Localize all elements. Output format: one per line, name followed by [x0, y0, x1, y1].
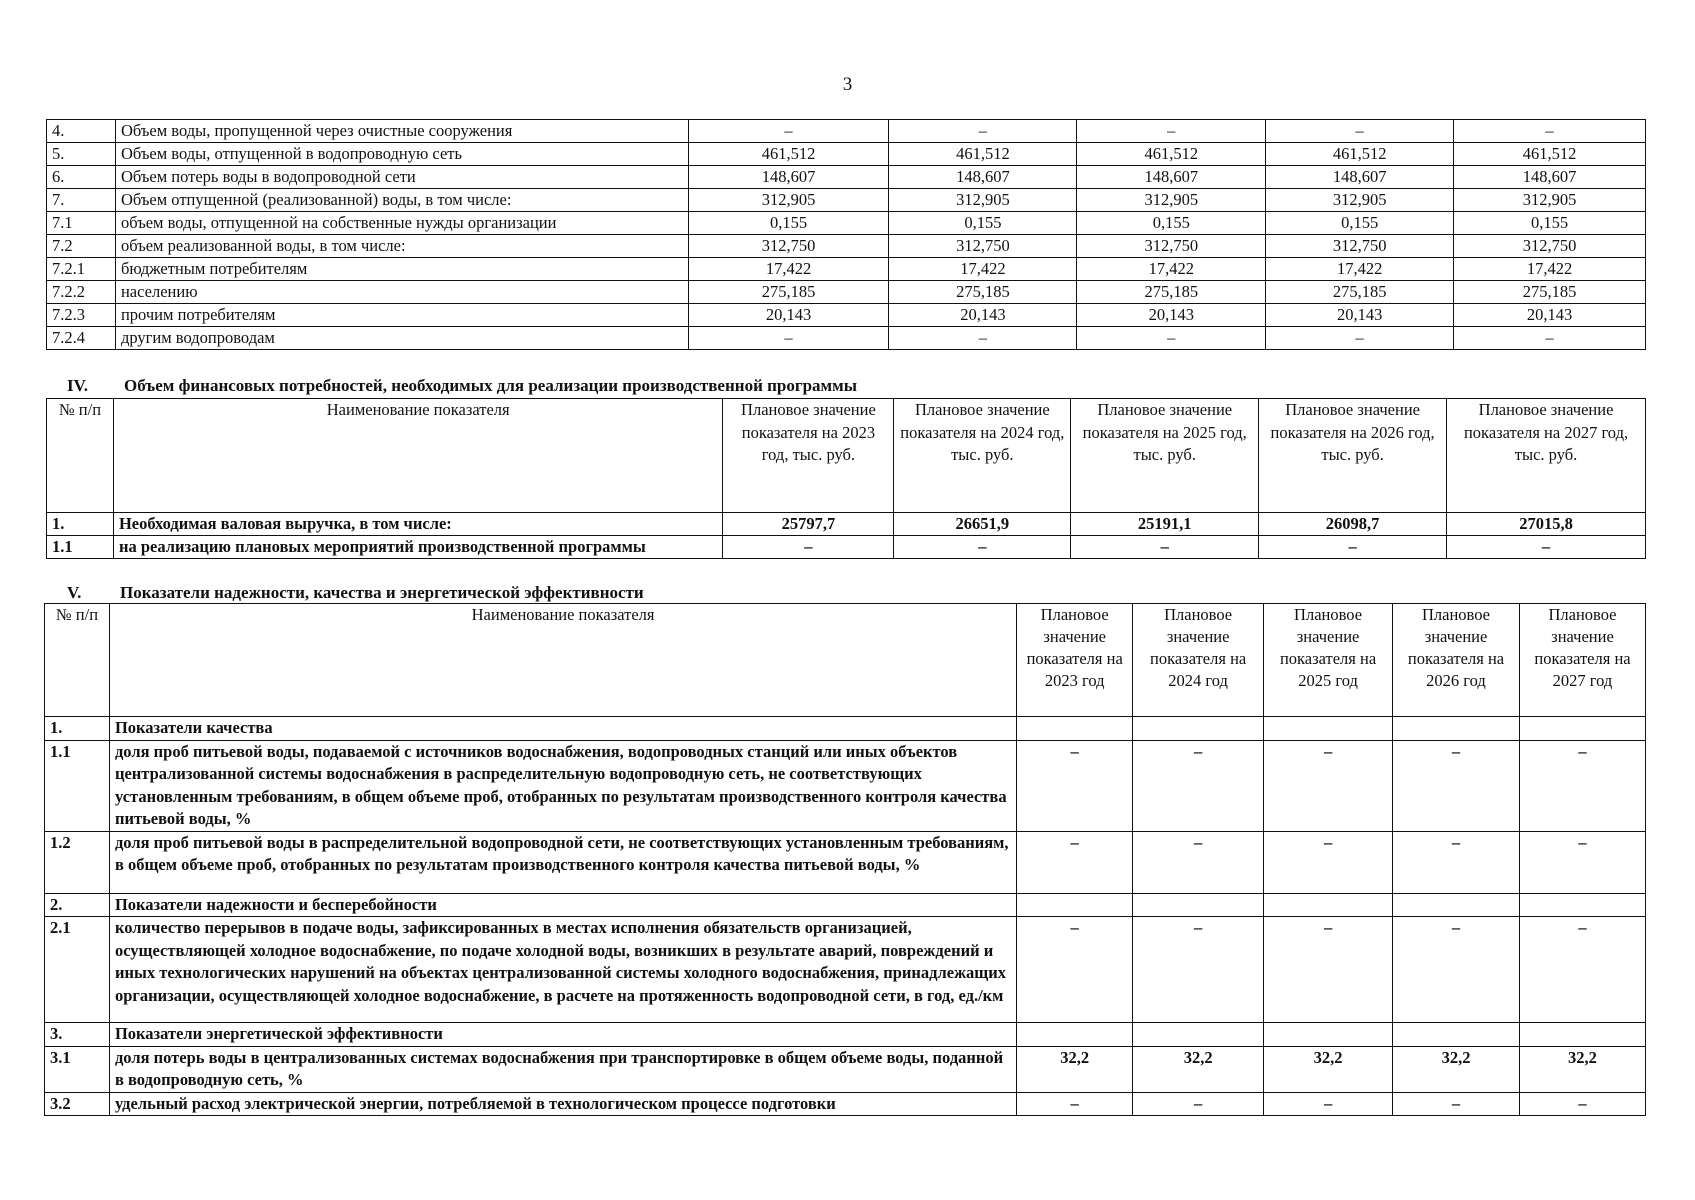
header-plan-2024: Плановое значение показателя на 2024 год, тыс. руб. [894, 399, 1071, 513]
table-row [45, 1046, 1646, 1092]
row-value-2024: – [889, 327, 1077, 350]
row-number: 7.2.2 [47, 281, 116, 304]
row-value-2025: – [1264, 917, 1393, 1023]
row-value-2027: 0,155 [1454, 212, 1646, 235]
table-row [45, 831, 1646, 893]
row-number: 4. [47, 120, 116, 143]
row-value-2025: 148,607 [1077, 166, 1266, 189]
row-value-2024: – [1133, 1092, 1264, 1116]
row-indicator-name: Необходимая валовая выручка, в том числе: [113, 513, 723, 536]
section-5-title: Показатели надежности, качества и энергетической эффективности [120, 583, 644, 602]
row-value-2023: 32,2 [1017, 1046, 1133, 1092]
row-indicator-name: населению [115, 281, 688, 304]
row-value-2025: 312,905 [1077, 189, 1266, 212]
header-plan-2027: Плановое значение показателя на 2027 год [1519, 604, 1645, 717]
row-number: 7.2.4 [47, 327, 116, 350]
header-number: № п/п [45, 604, 110, 717]
row-value-2026: 32,2 [1393, 1046, 1520, 1092]
row-value-2027: – [1519, 917, 1645, 1023]
row-value-2026: – [1393, 740, 1520, 831]
row-value-2023: 17,422 [688, 258, 889, 281]
row-value-2023: 25797,7 [723, 513, 894, 536]
header-indicator-name: Наименование показателя [113, 399, 723, 513]
header-plan-2026: Плановое значение показателя на 2026 год [1393, 604, 1520, 717]
row-value-2023: 0,155 [688, 212, 889, 235]
row-number: 6. [47, 166, 116, 189]
row-indicator-name: Показатели надежности и бесперебойности [109, 893, 1016, 917]
table-row [45, 1023, 1646, 1047]
table-row [47, 235, 1646, 258]
row-number: 3.1 [45, 1046, 110, 1092]
row-number: 3. [45, 1023, 110, 1047]
financial-needs-header-row [47, 399, 1646, 513]
row-value-2024: 17,422 [889, 258, 1077, 281]
row-indicator-name: доля проб питьевой воды в распределительной водопроводной сети, не соответствующих установленным требованиям, в общем объеме проб, отобранных по результатам производственного контроля качества питьевой воды, % [109, 831, 1016, 893]
row-value-2025: – [1077, 327, 1266, 350]
row-number: 2. [45, 893, 110, 917]
row-indicator-name: Объем отпущенной (реализованной) воды, в том числе: [115, 189, 688, 212]
header-plan-2023: Плановое значение показателя на 2023 год, тыс. руб. [723, 399, 894, 513]
row-value-2026: – [1393, 917, 1520, 1023]
financial-needs-table-body [47, 513, 1646, 559]
table-row [47, 513, 1646, 536]
row-number: 7.1 [47, 212, 116, 235]
row-value-2023: 20,143 [688, 304, 889, 327]
row-value-2024: – [894, 536, 1071, 559]
row-value-2023: – [1017, 917, 1133, 1023]
row-number: 1. [45, 717, 110, 741]
row-value-2026: 26098,7 [1259, 513, 1447, 536]
table-row [47, 212, 1646, 235]
row-value-2024 [1133, 1023, 1264, 1047]
section-4-title: Объем финансовых потребностей, необходимых для реализации производственной программы [124, 376, 857, 395]
row-value-2025: – [1264, 740, 1393, 831]
table-row [47, 258, 1646, 281]
row-indicator-name: бюджетным потребителям [115, 258, 688, 281]
row-number: 7.2.1 [47, 258, 116, 281]
row-value-2027: 17,422 [1454, 258, 1646, 281]
row-value-2023: – [1017, 831, 1133, 893]
row-value-2026: – [1266, 120, 1454, 143]
row-value-2024 [1133, 717, 1264, 741]
row-value-2027: – [1519, 740, 1645, 831]
row-value-2024: 0,155 [889, 212, 1077, 235]
row-indicator-name: доля проб питьевой воды, подаваемой с источников водоснабжения, водопроводных станций или иных объектов централизованной системы водоснабжения в распределительную водопроводную сеть, не соответствующих установленным требованиям, в общем объеме проб, отобранных по результатам производственного контроля качества питьевой воды, % [109, 740, 1016, 831]
row-value-2027: 27015,8 [1447, 513, 1646, 536]
row-indicator-name: Объем воды, пропущенной через очистные сооружения [115, 120, 688, 143]
row-number: 1. [47, 513, 114, 536]
row-value-2027: – [1454, 120, 1646, 143]
section-4-number: IV. [67, 376, 88, 395]
row-value-2026: 312,905 [1266, 189, 1454, 212]
row-value-2026: – [1266, 327, 1454, 350]
row-value-2024: 312,750 [889, 235, 1077, 258]
row-value-2026: 17,422 [1266, 258, 1454, 281]
table-row [47, 166, 1646, 189]
row-indicator-name: на реализацию плановых мероприятий производственной программы [113, 536, 723, 559]
row-value-2025: 25191,1 [1071, 513, 1259, 536]
row-value-2026: – [1259, 536, 1447, 559]
row-indicator-name: прочим потребителям [115, 304, 688, 327]
row-value-2024: 461,512 [889, 143, 1077, 166]
table-row [45, 1092, 1646, 1116]
header-plan-2024: Плановое значение показателя на 2024 год [1133, 604, 1264, 717]
header-plan-2025: Плановое значение показателя на 2025 год [1264, 604, 1393, 717]
row-indicator-name: объем воды, отпущенной на собственные нужды организации [115, 212, 688, 235]
table-row [45, 717, 1646, 741]
row-value-2025: 312,750 [1077, 235, 1266, 258]
reliability-quality-table [44, 603, 1646, 1116]
table-row [45, 917, 1646, 1023]
row-value-2025: 0,155 [1077, 212, 1266, 235]
row-value-2026: – [1393, 1092, 1520, 1116]
row-indicator-name: доля потерь воды в централизованных системах водоснабжения при транспортировке в общем объеме воды, поданной в водопроводную сеть, % [109, 1046, 1016, 1092]
row-value-2025 [1264, 893, 1393, 917]
row-value-2025: – [1264, 831, 1393, 893]
table-row [45, 893, 1646, 917]
row-value-2025 [1264, 717, 1393, 741]
row-value-2024: 275,185 [889, 281, 1077, 304]
row-value-2024: 148,607 [889, 166, 1077, 189]
row-indicator-name: Объем потерь воды в водопроводной сети [115, 166, 688, 189]
table-row [47, 536, 1646, 559]
row-value-2027 [1519, 1023, 1645, 1047]
header-plan-2027: Плановое значение показателя на 2027 год, тыс. руб. [1447, 399, 1646, 513]
row-value-2026 [1393, 1023, 1520, 1047]
table-row [47, 304, 1646, 327]
table-row [47, 143, 1646, 166]
row-indicator-name: Показатели качества [109, 717, 1016, 741]
row-number: 7. [47, 189, 116, 212]
row-value-2027: 20,143 [1454, 304, 1646, 327]
row-value-2027: 461,512 [1454, 143, 1646, 166]
row-value-2026 [1393, 893, 1520, 917]
row-value-2026 [1393, 717, 1520, 741]
row-value-2025: 17,422 [1077, 258, 1266, 281]
row-value-2024: – [1133, 831, 1264, 893]
row-value-2027: 312,750 [1454, 235, 1646, 258]
page-number: 3 [842, 74, 853, 95]
row-value-2027: 148,607 [1454, 166, 1646, 189]
row-value-2023: – [1017, 740, 1133, 831]
row-value-2023: 275,185 [688, 281, 889, 304]
row-number: 2.1 [45, 917, 110, 1023]
row-value-2023: 461,512 [688, 143, 889, 166]
header-plan-2025: Плановое значение показателя на 2025 год, тыс. руб. [1071, 399, 1259, 513]
row-value-2024 [1133, 893, 1264, 917]
row-indicator-name: удельный расход электрической энергии, потребляемой в технологическом процессе подготовки [109, 1092, 1016, 1116]
row-value-2023: – [723, 536, 894, 559]
row-value-2025: 461,512 [1077, 143, 1266, 166]
row-value-2025: – [1077, 120, 1266, 143]
row-value-2024: 20,143 [889, 304, 1077, 327]
row-value-2027 [1519, 717, 1645, 741]
row-indicator-name: Показатели энергетической эффективности [109, 1023, 1016, 1047]
financial-needs-table [46, 398, 1646, 559]
row-indicator-name: количество перерывов в подаче воды, зафиксированных в местах исполнения обязательств организацией, осуществляющей холодное водоснабжение, по подаче холодной воды, возникших в результате аварий, повреждений и иных технологических нарушений на объектах централизованной системы холодного водоснабжения, принадлежащих организации, осуществляющей холодное водоснабжение, в расчете на протяженность водопроводной сети, в год, ед./км [109, 917, 1016, 1023]
row-value-2026: 0,155 [1266, 212, 1454, 235]
row-value-2024: 26651,9 [894, 513, 1071, 536]
row-value-2025: 275,185 [1077, 281, 1266, 304]
row-value-2027: 312,905 [1454, 189, 1646, 212]
row-value-2024: 312,905 [889, 189, 1077, 212]
row-value-2023: – [688, 120, 889, 143]
row-number: 7.2 [47, 235, 116, 258]
row-value-2027: 32,2 [1519, 1046, 1645, 1092]
row-value-2027: – [1519, 831, 1645, 893]
row-value-2026: – [1393, 831, 1520, 893]
row-value-2025: 20,143 [1077, 304, 1266, 327]
water-volume-table [46, 119, 1646, 350]
reliability-quality-table-body [45, 717, 1646, 1116]
row-indicator-name: Объем воды, отпущенной в водопроводную сеть [115, 143, 688, 166]
row-value-2024: – [1133, 740, 1264, 831]
table-row [47, 281, 1646, 304]
reliability-header-row [45, 604, 1646, 717]
row-indicator-name: объем реализованной воды, в том числе: [115, 235, 688, 258]
row-value-2024: – [889, 120, 1077, 143]
table-row [47, 120, 1646, 143]
row-value-2027: – [1447, 536, 1646, 559]
row-number: 7.2.3 [47, 304, 116, 327]
row-value-2023: – [1017, 1092, 1133, 1116]
row-value-2027 [1519, 893, 1645, 917]
row-value-2025 [1264, 1023, 1393, 1047]
row-value-2023 [1017, 1023, 1133, 1047]
row-value-2023 [1017, 717, 1133, 741]
row-value-2023: – [688, 327, 889, 350]
row-value-2024: – [1133, 917, 1264, 1023]
row-value-2023: 148,607 [688, 166, 889, 189]
header-number: № п/п [47, 399, 114, 513]
row-value-2026: 461,512 [1266, 143, 1454, 166]
row-value-2023: 312,750 [688, 235, 889, 258]
row-number: 1.1 [47, 536, 114, 559]
row-value-2026: 275,185 [1266, 281, 1454, 304]
row-value-2024: 32,2 [1133, 1046, 1264, 1092]
row-number: 3.2 [45, 1092, 110, 1116]
table-row [45, 740, 1646, 831]
row-number: 1.1 [45, 740, 110, 831]
row-number: 5. [47, 143, 116, 166]
table-row [47, 327, 1646, 350]
row-value-2025: 32,2 [1264, 1046, 1393, 1092]
row-value-2025: – [1071, 536, 1259, 559]
water-volume-table-body [47, 120, 1646, 350]
row-value-2025: – [1264, 1092, 1393, 1116]
row-number: 1.2 [45, 831, 110, 893]
section-5-number: V. [67, 583, 82, 602]
row-indicator-name: другим водопроводам [115, 327, 688, 350]
row-value-2027: – [1454, 327, 1646, 350]
row-value-2023: 312,905 [688, 189, 889, 212]
table-row [47, 189, 1646, 212]
row-value-2023 [1017, 893, 1133, 917]
header-indicator-name: Наименование показателя [109, 604, 1016, 717]
row-value-2026: 148,607 [1266, 166, 1454, 189]
row-value-2027: 275,185 [1454, 281, 1646, 304]
row-value-2026: 312,750 [1266, 235, 1454, 258]
row-value-2026: 20,143 [1266, 304, 1454, 327]
header-plan-2026: Плановое значение показателя на 2026 год, тыс. руб. [1259, 399, 1447, 513]
row-value-2027: – [1519, 1092, 1645, 1116]
header-plan-2023: Плановое значение показателя на 2023 год [1017, 604, 1133, 717]
